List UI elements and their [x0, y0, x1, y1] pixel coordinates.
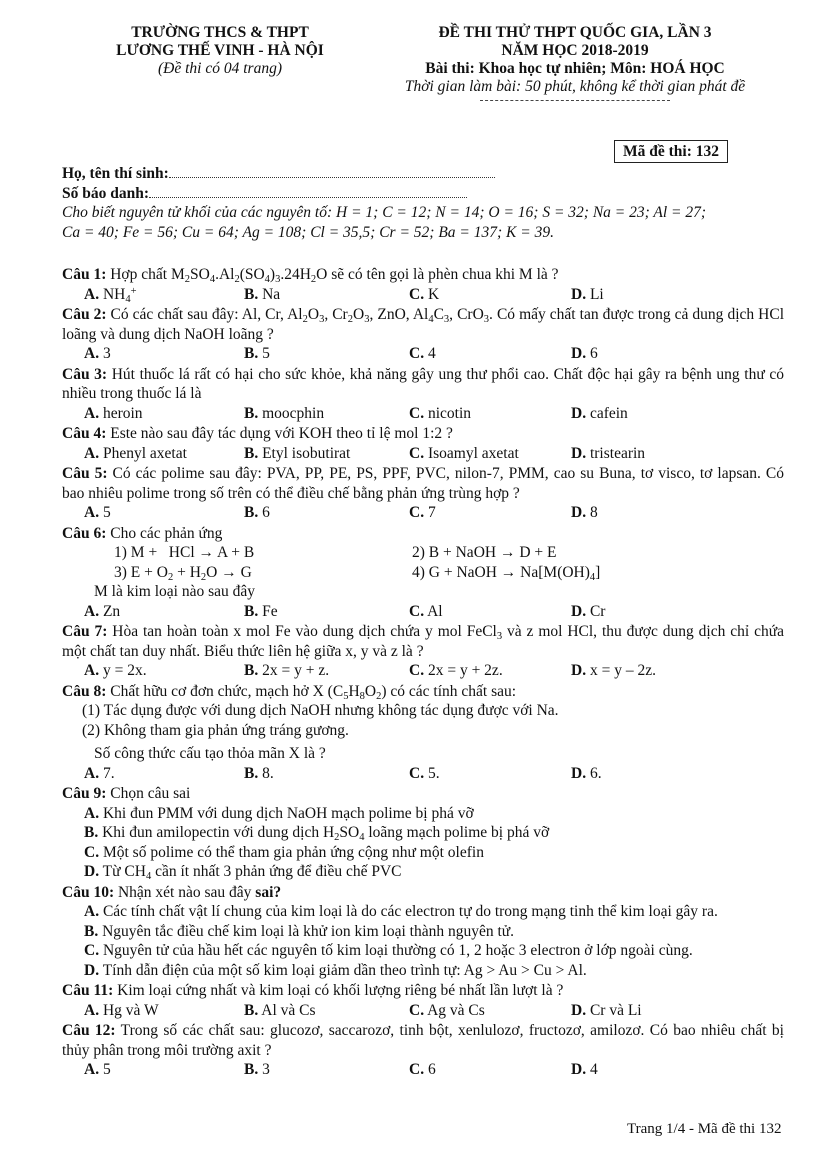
- reaction-2: 2) B + NaOH → D + E: [412, 544, 557, 561]
- option-b[interactable]: B. Fe: [244, 602, 278, 620]
- option-a[interactable]: A. 5: [84, 1061, 111, 1078]
- option-c[interactable]: C. K: [409, 285, 440, 303]
- option-a[interactable]: A. y = 2x.: [84, 662, 147, 679]
- exam-code-box: Mã đề thi: 132: [614, 140, 728, 163]
- question-7: Câu 7: Hòa tan hoàn toàn x mol Fe vào dung dịch chứa y mol FeCl$_3$ và z mol HCl, thu được dung dịch chỉ chứa một chất tan duy nhất. Biểu thức liên hệ giữa x, y và z là ? A. y = 2x. B. 2x = y + z. C. 2x = y + 2z. D. x = y – 2z.: [62, 623, 785, 679]
- option-a[interactable]: A. Khi đun PMM với dung dịch NaOH mạch polime bị phá vỡ: [84, 804, 474, 822]
- question-2: Câu 2: Có các chất sau đây: Al, Cr, $Al_2O_3$, $Cr_2O_3$, ZnO, $Al_4C_3$, CrO$_3$. Có mấy chất tan được trong cả dung dịch HCl loãng và dung dịch NaOH loãng ? A. 3 B. 5 C. 4 D. 6: [62, 306, 785, 362]
- school-name-line2: LƯƠNG THẾ VINH - HÀ NỘI: [116, 42, 324, 59]
- reaction-row: [62, 563, 784, 583]
- option-c[interactable]: C. 4: [409, 345, 436, 362]
- option-d[interactable]: D. 4: [571, 1061, 598, 1078]
- option-c[interactable]: C. Al: [409, 602, 443, 620]
- question-stem: Chọn câu sai: [106, 785, 191, 802]
- student-id-blank[interactable]: [149, 185, 467, 198]
- option-d[interactable]: D. Cr: [571, 602, 606, 620]
- student-name-line: [62, 164, 784, 184]
- question-stem: Có các polime sau đây: PVA, PP, PE, PS, PPF, PVC, nilon-7, PMM, cao su Buna, tơ visco, tơ lapsan. Có bao nhiêu polime trong số trên có thể điều chế bằng phản ứng trùng hợp ?: [62, 465, 784, 502]
- option-b[interactable]: B. Nguyên tắc điều chế kim loại là khử ion kim loại thành nguyên tử.: [84, 922, 515, 940]
- option-a[interactable]: A. $NH_4^+$: [84, 285, 137, 305]
- option-b[interactable]: B. Khi đun amilopectin với dung dịch $H_2SO_4$ loãng mạch polime bị phá vỡ: [84, 824, 550, 843]
- option-d[interactable]: D. cafein: [571, 404, 628, 422]
- student-id-label: Số báo danh:: [62, 184, 150, 202]
- property-1: (1) Tác dụng được với dung dịch NaOH nhưng không tác dụng được với Na.: [82, 702, 559, 719]
- question-3: Câu 3: Hút thuốc lá rất có hại cho sức khỏe, khả năng gây ung thư phổi cao. Chất độc hại gây ra bệnh ung thư có nhiều trong thuốc lá là A. heroin B. moocphin C. nicotin D. cafein: [62, 365, 784, 422]
- school-header: [60, 24, 380, 78]
- option-a[interactable]: A. Phenyl axetat: [84, 444, 187, 462]
- question-label: Câu 2:: [62, 306, 107, 323]
- question-stem: Cho các phản ứng: [106, 524, 223, 542]
- option-b[interactable]: B. 3: [244, 1061, 270, 1078]
- option-d[interactable]: D. tristearin: [571, 444, 646, 462]
- option-c[interactable]: C. 6: [409, 1061, 436, 1078]
- page-footer: Trang 1/4 - Mã đề thi 132: [627, 1121, 782, 1137]
- option-d[interactable]: D. Từ $CH_4$ cần ít nhất 3 phản ứng để điều chế PVC: [84, 863, 402, 882]
- option-b[interactable]: B. Na: [244, 285, 281, 303]
- option-c[interactable]: C. 2x = y + 2z.: [409, 662, 503, 679]
- subject-line: Bài thi: Khoa học tự nhiên; Môn: HOÁ HỌC: [425, 60, 725, 77]
- reaction-row: [62, 543, 784, 563]
- student-name-blank[interactable]: [169, 165, 495, 178]
- question-stem: Hợp chất M: [106, 266, 185, 283]
- school-year: NĂM HỌC 2018-2019: [501, 42, 649, 59]
- option-d[interactable]: D. Tính dẫn điện của một số kim loại giảm dần theo trình tự: Ag > Au > Cu > Al.: [84, 961, 587, 979]
- option-c[interactable]: C. Một số polime có thể tham gia phản ứng cộng như một olefin: [84, 843, 484, 861]
- exam-body: [62, 164, 784, 1080]
- option-c[interactable]: C. Isoamyl axetat: [409, 444, 519, 462]
- option-b[interactable]: B. 8.: [244, 764, 274, 782]
- option-b[interactable]: B. 5: [244, 345, 270, 362]
- question-stem: Este nào sau đây tác dụng với KOH theo tỉ lệ mol 1:2 ?: [106, 425, 453, 442]
- option-d[interactable]: D. x = y – 2z.: [571, 662, 656, 679]
- option-a[interactable]: A. Zn: [84, 602, 121, 620]
- option-a[interactable]: A. heroin: [84, 404, 143, 422]
- option-a[interactable]: A. 5: [84, 504, 111, 521]
- option-b[interactable]: B. 6: [244, 504, 270, 521]
- option-b[interactable]: B. Al và Cs: [244, 1001, 316, 1019]
- question-stem: Kim loại cứng nhất và kim loại có khối lượng riêng bé nhất lần lượt là ?: [113, 982, 564, 999]
- question-11: Câu 11: Kim loại cứng nhất và kim loại có khối lượng riêng bé nhất lần lượt là ? A. Hg và W B. Al và Cs C. Ag và Cs D. Cr và Li: [62, 981, 784, 1020]
- question-6: Câu 6: Cho các phản ứng 1) M + HCl → A + B 2) B + NaOH → D + E 3) $E + O_2 + H_2O \to G$ 4) G + NaOH → $Na[M(OH)_4]$ M là kim loại nào sau đây A. Zn B. Fe C. Al D. Cr: [62, 524, 784, 622]
- sub-question: M là kim loại nào sau đây: [94, 583, 255, 600]
- question-stem-rest: sẽ có tên gọi là phèn chua khi M là ?: [327, 266, 559, 283]
- option-d[interactable]: D. 8: [571, 504, 598, 521]
- option-c[interactable]: C. 5.: [409, 764, 440, 782]
- option-d[interactable]: D. Cr và Li: [571, 1001, 642, 1019]
- question-label: Câu 1:: [62, 266, 107, 283]
- option-a[interactable]: A. 3: [84, 345, 111, 362]
- exam-header: [360, 24, 790, 101]
- question-stem: Hút thuốc lá rất có hại cho sức khỏe, khả năng gây ung thư phổi cao. Chất độc hại gây ra bệnh ung thư có nhiều trong thuốc lá là: [62, 365, 784, 402]
- question-4: Câu 4: Este nào sau đây tác dụng với KOH theo tỉ lệ mol 1:2 ? A. Phenyl axetat B. Etyl isobutirat C. Isoamyl axetat D. tristearin: [62, 424, 784, 463]
- reaction-1: 1) M + HCl → A + B: [114, 544, 255, 561]
- option-c[interactable]: C. Nguyên tử của hầu hết các nguyên tố kim loại thường có 1, 2 hoặc 3 electron ở lớp ngoài cùng.: [84, 942, 693, 959]
- option-d[interactable]: D. 6: [571, 345, 598, 362]
- reaction-4: 4) G + NaOH → $Na[M(OH)_4]$: [412, 563, 601, 583]
- exam-title: ĐỀ THI THỬ THPT QUỐC GIA, LẦN 3: [438, 24, 712, 41]
- question-10: Câu 10: Nhận xét nào sau đây sai? A. Các tính chất vật lí chung của kim loại là do các electron tự do trong mạng tinh thể kim loại gây ra. B. Nguyên tắc điều chế kim loại là khử ion kim loại thành nguyên tử. C. Nguyên tử của hầu hết các nguyên tố kim loại thường có 1, 2 hoặc 3 electron ở lớp ngoài cùng. D. Tính dẫn điện của một số kim loại giảm dần theo trình tự: Ag > Au > Cu > Al.: [62, 883, 784, 981]
- time-note: Thời gian làm bài: 50 phút, không kể thời gian phát đề: [404, 78, 746, 95]
- property-2: (2) Không tham gia phản ứng tráng gương.: [82, 721, 349, 739]
- question-stem: Trong số các chất sau: glucozơ, saccarozơ, tinh bột, xenlulozơ, fructozơ, amilozơ. Có bao nhiêu chất bị thủy phân trong môi trường axit ?: [62, 1022, 784, 1059]
- option-a[interactable]: A. Các tính chất vật lí chung của kim loại là do các electron tự do trong mạng tinh thể kim loại gây ra.: [84, 903, 718, 920]
- pages-note: (Đề thi có 04 trang): [158, 60, 282, 77]
- option-c[interactable]: C. 7: [409, 504, 436, 521]
- school-name-line1: TRƯỜNG THCS & THPT: [131, 24, 309, 41]
- reaction-3: 3) $E + O_2 + H_2O \to G$: [114, 563, 252, 583]
- option-c[interactable]: C. nicotin: [409, 404, 472, 422]
- question-5: Câu 5: Có các polime sau đây: PVA, PP, PE, PS, PPF, PVC, nilon-7, PMM, cao su Buna, tơ visco, tơ lapsan. Có bao nhiêu polime trong số trên có thể điều chế bằng phản ứng trùng hợp ? A. 5 B. 6 C. 7 D. 8: [62, 465, 784, 521]
- option-d[interactable]: D. Li: [571, 285, 604, 303]
- question-8: Câu 8: Chất hữu cơ đơn chức, mạch hở X $(C_5H_8O_2)$ có các tính chất sau: (1) Tác dụng được với dung dịch NaOH nhưng không tác dụng được với Na. (2) Không tham gia phản ứng tráng gương. Số công thức cấu tạo thỏa mãn X là ? A. 7. B. 8. C. 5. D. 6.: [62, 682, 784, 784]
- option-d[interactable]: D. 6.: [571, 764, 602, 782]
- student-id-line: [62, 184, 784, 204]
- question-12: Câu 12: Trong số các chất sau: glucozơ, saccarozơ, tinh bột, xenlulozơ, fructozơ, amilozơ. Có bao nhiêu chất bị thủy phân trong môi trường axit ? A. 5 B. 3 C. 6 D. 4: [62, 1022, 784, 1078]
- option-c[interactable]: C. Ag và Cs: [409, 1001, 485, 1019]
- atomic-masses-line1: Cho biết nguyên tử khối của các nguyên tố: H = 1; C = 12; N = 14; O = 16; S = 32; Na = 23; Al = 27;: [62, 204, 707, 221]
- student-name-label: Họ, tên thí sinh:: [62, 165, 169, 182]
- atomic-masses-line2: Ca = 40; Fe = 56; Cu = 64; Ag = 108; Cl = 35,5; Cr = 52; Ba = 137; K = 39.: [62, 223, 554, 241]
- sub-question: Số công thức cấu tạo thỏa mãn X là ?: [94, 745, 326, 762]
- question-1: Câu 1: Hợp chất $M_2SO_4.Al_2(SO_4)_3.24H_2O$ sẽ có tên gọi là phèn chua khi M là ? A. $NH_4^+$ B. Na C. K D. Li: [62, 265, 784, 304]
- option-b[interactable]: B. Etyl isobutirat: [244, 444, 351, 462]
- header-divider: [480, 100, 670, 101]
- option-a[interactable]: A. Hg và W: [84, 1001, 159, 1019]
- option-b[interactable]: B. 2x = y + z.: [244, 662, 330, 679]
- option-a[interactable]: A. 7.: [84, 764, 115, 782]
- option-b[interactable]: B. moocphin: [244, 404, 325, 422]
- question-9: Câu 9: Chọn câu sai A. Khi đun PMM với dung dịch NaOH mạch polime bị phá vỡ B. Khi đun amilopectin với dung dịch $H_2SO_4$ loãng mạch polime bị phá vỡ C. Một số polime có thể tham gia phản ứng cộng như một olefin D. Từ $CH_4$ cần ít nhất 3 phản ứng để điều chế PVC: [62, 784, 784, 882]
